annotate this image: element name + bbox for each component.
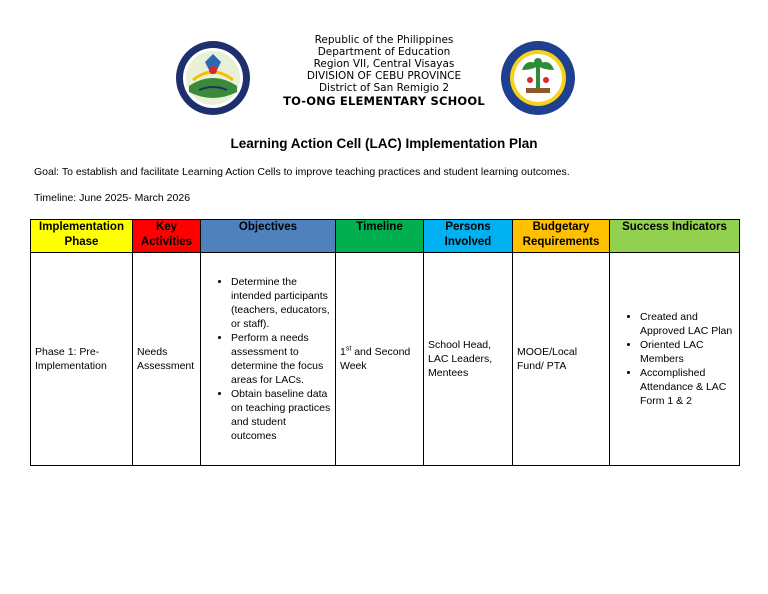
header-line-division: DIVISION OF CEBU PROVINCE (306, 70, 462, 82)
table-header-row (31, 220, 740, 253)
page-title: Learning Action Cell (LAC) Implementation Plan (230, 136, 538, 151)
goal-statement: Goal: To establish and facilitate Learning Action Cells to improve teaching practices and student learning outcomes. (34, 166, 570, 178)
header-key-activities: Key Activities (133, 220, 201, 253)
objective-item: • Obtain baseline data on teaching practices and student outcomes (231, 387, 331, 443)
header-implementation-phase: Implementation Phase (31, 220, 133, 253)
success-item: • Accomplished Attendance & LAC Form 1 & 2 (640, 366, 735, 408)
cell-objectives (201, 253, 336, 466)
header-persons-involved: Persons Involved (424, 220, 513, 253)
cell-budget: MOOE/Local Fund/ PTA (513, 253, 610, 466)
table-row (31, 253, 740, 466)
timeline-statement: Timeline: June 2025- March 2026 (34, 192, 191, 204)
cell-success-indicators (610, 253, 740, 466)
header-line-department: Department of Education (317, 46, 451, 58)
header-line-district: District of San Remigio 2 (318, 82, 450, 94)
school-name: TO-ONG ELEMENTARY SCHOOL (283, 94, 485, 108)
cell-timeline (336, 253, 424, 466)
success-item: • Created and Approved LAC Plan (640, 310, 735, 338)
header-success-indicators: Success Indicators (610, 220, 740, 253)
success-item: • Oriented LAC Members (640, 338, 735, 366)
header-timeline: Timeline (336, 220, 424, 253)
header-line-region: Region VII, Central Visayas (313, 58, 455, 70)
success-list (614, 310, 735, 408)
timeline-rest: and Second Week (340, 346, 411, 372)
timeline-ordinal: st (345, 345, 352, 353)
cell-activity: Needs Assessment (133, 253, 201, 466)
implementation-plan-table (30, 219, 740, 466)
cell-persons: School Head, LAC Leaders, Mentees (424, 253, 513, 466)
objective-item: • Determine the intended participants (teachers, educators, or staff). (231, 275, 331, 331)
objective-item: • Perform a needs assessment to determine the focus areas for LACs. (231, 331, 331, 387)
header-budgetary-requirements: Budgetary Requirements (513, 220, 610, 253)
header-objectives: Objectives (201, 220, 336, 253)
timeline-number: 1 (340, 346, 346, 358)
letterhead (0, 34, 768, 108)
objectives-list (205, 275, 331, 443)
header-line-republic: Republic of the Philippines (314, 34, 454, 46)
cell-phase: Phase 1: Pre-Implementation (31, 253, 133, 466)
